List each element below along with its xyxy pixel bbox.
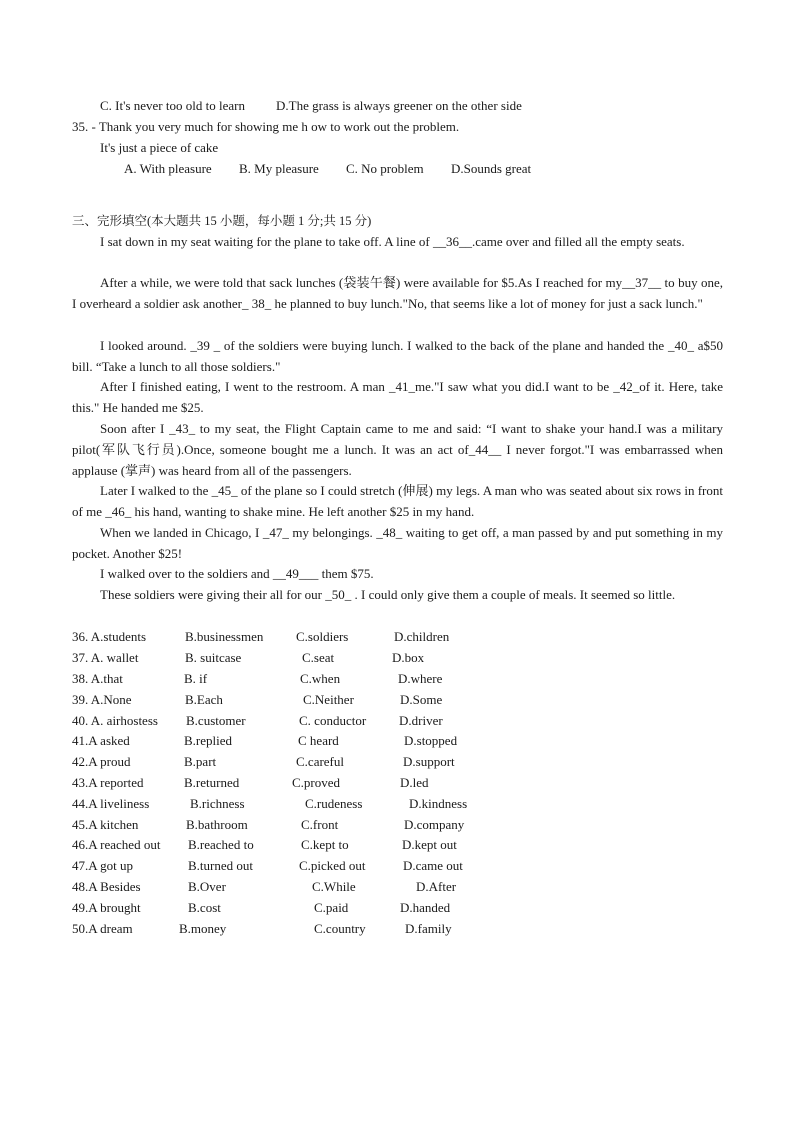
- choice-row-41: [72, 731, 572, 751]
- choice-a: 48.A Besides: [72, 879, 141, 894]
- choice-d: D.box: [392, 650, 425, 665]
- choice-b: B.reached to: [188, 837, 254, 852]
- passage-paragraph: After I finished eating, I went to the restroom. A man _41_me."I saw what you did.I want to be _42_of it. Here, take this." He handed me $25.: [72, 379, 723, 415]
- choice-a: 41.A asked: [72, 733, 130, 748]
- choice-b: B.part: [184, 754, 217, 769]
- choice-b: B.customer: [186, 713, 246, 728]
- q35-option-c: C. No problem: [346, 161, 424, 176]
- q35-option-b: B. My pleasure: [239, 161, 319, 176]
- choice-d: D.kept out: [402, 837, 457, 852]
- passage-paragraph: I walked over to the soldiers and __49___ them $75.: [100, 566, 374, 581]
- choice-row-37: [72, 648, 572, 668]
- choice-row-44: [72, 794, 572, 814]
- choice-a: 39. A.None: [72, 692, 132, 707]
- choice-c: C heard: [298, 733, 339, 748]
- choice-row-36: [72, 627, 572, 647]
- choice-row-40: [72, 711, 572, 731]
- choice-c: C. conductor: [299, 713, 367, 728]
- choice-d: D.where: [398, 671, 443, 686]
- choice-a: 42.A proud: [72, 754, 131, 769]
- choice-c: C.rudeness: [305, 796, 363, 811]
- choice-a: 45.A kitchen: [72, 817, 139, 832]
- choice-c: C.kept to: [301, 837, 349, 852]
- choice-row-38: [72, 669, 572, 689]
- choice-b: B.businessmen: [185, 629, 264, 644]
- choice-b: B.richness: [190, 796, 245, 811]
- choice-a: 43.A reported: [72, 775, 144, 790]
- choice-d: D.company: [404, 817, 465, 832]
- passage-paragraph: After a while, we were told that sack lunches (袋装午餐) were available for $5.As I reached for my__37__ to buy one, I overheard a soldier ask another_ 38_ he planned to buy lunch."No, that seems like a lot of money for just a sack lunch.": [72, 275, 723, 311]
- choice-c: C.front: [301, 817, 339, 832]
- choice-d: D.came out: [403, 858, 463, 873]
- passage-paragraph: I looked around. _39 _ of the soldiers were buying lunch. I walked to the back of the plane and handed the _40_ a$50 bill. “Take a lunch to all those soldiers.": [72, 338, 723, 374]
- choice-b: B.returned: [184, 775, 240, 790]
- choice-a: 40. A. airhostess: [72, 713, 158, 728]
- choice-a: 37. A. wallet: [72, 650, 139, 665]
- choice-c: C.While: [312, 879, 356, 894]
- choice-c: C.when: [300, 671, 341, 686]
- choice-b: B.money: [179, 921, 227, 936]
- passage-paragraph: I sat down in my seat waiting for the plane to take off. A line of __36__.came over and filled all the empty seats.: [100, 234, 685, 249]
- choice-a: 46.A reached out: [72, 837, 161, 852]
- choice-row-47: [72, 856, 572, 876]
- q34-option-c: C. It's never too old to learn: [100, 98, 245, 113]
- choice-row-48: [72, 877, 572, 897]
- choice-c: C.picked out: [299, 858, 366, 873]
- choice-d: D.handed: [400, 900, 451, 915]
- choice-d: D.driver: [399, 713, 443, 728]
- choice-b: B.turned out: [188, 858, 253, 873]
- choice-row-45: [72, 815, 572, 835]
- choice-d: D.Some: [400, 692, 443, 707]
- choice-d: D.support: [403, 754, 455, 769]
- q35-option-a: A. With pleasure: [124, 161, 212, 176]
- choice-b: B.cost: [188, 900, 221, 915]
- choice-d: D.stopped: [404, 733, 458, 748]
- passage-paragraph: These soldiers were giving their all for our _50_ . I could only give them a couple of meals. It seemed so little.: [100, 587, 676, 602]
- choice-d: D.family: [405, 921, 452, 936]
- q34-option-d: D.The grass is always greener on the other side: [276, 98, 522, 113]
- choice-d: D.After: [416, 879, 457, 894]
- choice-a: 38. A.that: [72, 671, 123, 686]
- choice-c: C.careful: [296, 754, 345, 769]
- choice-b: B.bathroom: [186, 817, 248, 832]
- choice-a: 44.A liveliness: [72, 796, 150, 811]
- q35-prompt: 35. - Thank you very much for showing me h ow to work out the problem.: [72, 119, 460, 134]
- choice-b: B.Over: [188, 879, 226, 894]
- q35-response: It's just a piece of cake: [100, 140, 219, 155]
- choice-row-42: [72, 752, 572, 772]
- section-heading: 三、完形填空(本大题共 15 小题，每小题 1 分;共 15 分): [72, 214, 372, 228]
- choice-c: C.country: [314, 921, 366, 936]
- choice-row-39: [72, 690, 572, 710]
- choice-b: B. suitcase: [185, 650, 242, 665]
- choice-a: 47.A got up: [72, 858, 134, 873]
- choice-b: B.Each: [185, 692, 223, 707]
- choice-c: C.Neither: [303, 692, 354, 707]
- choice-row-46: [72, 835, 572, 855]
- choice-row-49: [72, 898, 572, 918]
- choice-row-50: [72, 919, 572, 939]
- choice-a: 36. A.students: [72, 629, 147, 644]
- choice-b: B. if: [184, 671, 208, 686]
- choice-b: B.replied: [184, 733, 233, 748]
- choice-row-43: [72, 773, 572, 793]
- choice-c: C.soldiers: [296, 629, 349, 644]
- choice-d: D.children: [394, 629, 450, 644]
- passage-paragraph: Soon after I _43_ to my seat, the Flight Captain came to me and said: “I want to shake your hand.I was a military pilot(军队飞行员).Once, someone bought me a lunch. It was an act of_44__ I never forgot."I was embarrassed when applause (掌声) was heard from all of the passengers.: [72, 421, 723, 478]
- choice-a: 50.A dream: [72, 921, 133, 936]
- passage-paragraph: Later I walked to the _45_ of the plane so I could stretch (伸展) my legs. A man who was seated about six rows in front of me _46_ his hand, wanting to shake mine. He left another $25 in my hand.: [72, 483, 723, 519]
- choice-c: C.proved: [292, 775, 341, 790]
- choice-c: C.paid: [314, 900, 349, 915]
- choice-d: D.kindness: [409, 796, 468, 811]
- passage-paragraph: When we landed in Chicago, I _47_ my belongings. _48_ waiting to get off, a man passed by and put something in my pocket. Another $25!: [72, 525, 723, 561]
- choice-c: C.seat: [302, 650, 335, 665]
- choice-a: 49.A brought: [72, 900, 141, 915]
- choice-d: D.led: [400, 775, 429, 790]
- q35-option-d: D.Sounds great: [451, 161, 532, 176]
